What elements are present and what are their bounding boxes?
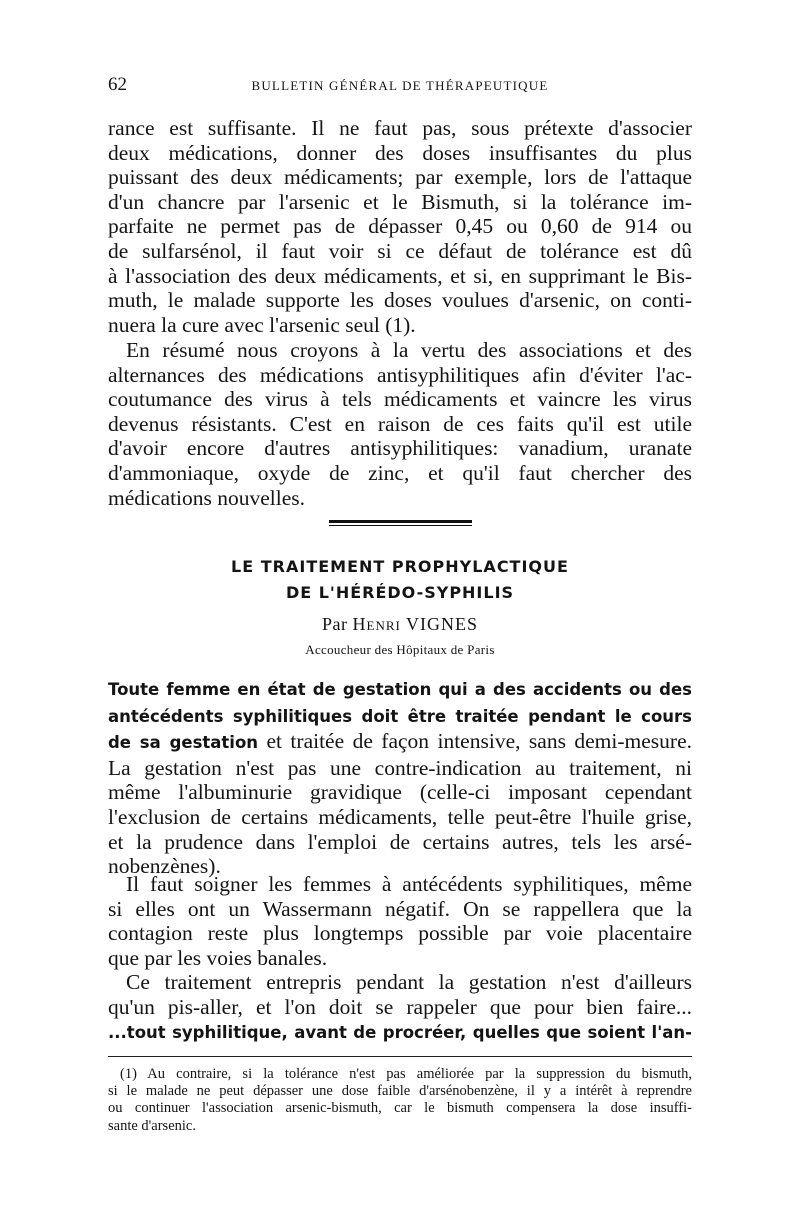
running-head: [108, 74, 692, 98]
footnote-line: (1) Au contraire, si la tolérance n'est pas améliorée par la suppression du bismuth,: [120, 1066, 692, 1082]
article-title-line-2: DE L'HÉRÉDO-SYPHILIS: [285, 583, 515, 602]
text-line: et la prudence dans l'emploi de certains autres, tels les arsé-: [108, 829, 692, 854]
journal-title: BULLETIN GÉNÉRAL DE THÉRAPEUTIQUE: [251, 78, 549, 93]
footnote-line: si le malade ne peut dépasser une dose faible d'arsénobenzène, il y a intérêt à reprendre: [108, 1083, 692, 1100]
text-line: Ce traitement entrepris pendant la gestation n'est d'ailleurs: [126, 970, 692, 994]
text-line: [108, 703, 692, 730]
author-affiliation: Accoucheur des Hôpitaux de Paris: [305, 642, 495, 657]
text-line: deux médications, donner des doses insuffisantes du plus: [108, 140, 692, 165]
text-line: d'un chancre par l'arsenic et le Bismuth, si la tolérance im-: [108, 189, 692, 214]
text-line: parfaite ne permet pas de dépasser 0,45 ou 0,60 de 914 ou: [108, 214, 692, 239]
text-line: coutumance des virus à tels médicaments et vaincre les virus: [108, 387, 692, 412]
text-line: En résumé nous croyons à la vertu des associations et des: [126, 338, 692, 362]
text-line: d'avoir encore d'autres antisyphilitiques: vanadium, uranate: [108, 436, 692, 461]
text-line: à l'association des deux médicaments, et si, en supprimant le Bis-: [108, 263, 692, 288]
paragraph-5: [108, 970, 692, 1046]
footnote-line: sante d'arsenic.: [108, 1117, 196, 1134]
paragraph-3: [108, 676, 692, 879]
text-line: muth, le malade supporte les doses voulues d'arsenic, on conti-: [108, 288, 692, 313]
text-line: puissant des deux médicaments; par exemple, lors de l'attaque: [108, 165, 692, 190]
text-line: médications nouvelles.: [108, 485, 306, 510]
text-line: même l'albuminurie gravidique (celle-ci imposant cependant: [108, 780, 692, 805]
text-line: qu'un pis-aller, et l'on doit se rappeler que pour bien faire...: [108, 994, 692, 1019]
text-line: [108, 1019, 692, 1046]
author-name: Henri VIGNES: [352, 614, 478, 634]
text-line: devenus résistants. C'est en raison de ces faits qu'il est utile: [108, 411, 692, 436]
text-line: alternances des médications antisyphilitiques afin d'éviter l'ac-: [108, 362, 692, 387]
text-line: contagion reste plus longtemps possible par voie placentaire: [108, 921, 692, 946]
footnote-divider: [108, 1056, 692, 1057]
page-number: 62: [108, 74, 127, 95]
text-line: de sulfarsénol, il faut voir si ce défaut de tolérance est dû: [108, 238, 692, 263]
bold-text: ...tout syphilitique, avant de procréer, quelles que soient l'an-: [108, 1023, 692, 1043]
text-line: nobenzènes).: [108, 854, 221, 879]
text-line: [108, 729, 692, 756]
text-span: et traitée de façon intensive, sans demi-mesure.: [258, 729, 692, 754]
text-line: nuera la cure avec l'arsenic seul (1).: [108, 312, 416, 337]
text-line: [108, 676, 692, 703]
text-line: rance est suffisante. Il ne faut pas, sous prétexte d'associer: [108, 116, 692, 140]
bold-text: de sa gestation: [108, 733, 259, 753]
article-title-line-1: LE TRAITEMENT PROPHYLACTIQUE: [231, 557, 569, 576]
bold-text: Toute femme en état de gestation qui a des accidents ou des: [108, 680, 692, 699]
section-divider: [329, 520, 472, 523]
bold-text: antécédents syphilitiques doit être traitée pendant le cours: [108, 706, 692, 726]
text-line: La gestation n'est pas une contre-indication au traitement, ni: [108, 755, 692, 780]
paragraph-2: [108, 338, 692, 510]
text-line: si elles ont un Wassermann négatif. On se rappellera que la: [108, 896, 692, 921]
text-line: l'exclusion de certains médicaments, telle peut-être l'huile grise,: [108, 804, 692, 829]
paragraph-1: [108, 116, 692, 337]
byline-prefix: Par: [322, 614, 348, 634]
footnote-line: ou continuer l'association arsenic-bismuth, car le bismuth compensera la dose insuffi-: [108, 1100, 692, 1117]
footnote: [108, 1066, 692, 1135]
text-line: que par les voies banales.: [108, 945, 328, 970]
byline: [108, 614, 692, 635]
text-line: d'ammoniaque, oxyde de zinc, et qu'il faut chercher des: [108, 460, 692, 485]
paragraph-4: [108, 872, 692, 970]
text-line: Il faut soigner les femmes à antécédents syphilitiques, même: [126, 872, 692, 896]
